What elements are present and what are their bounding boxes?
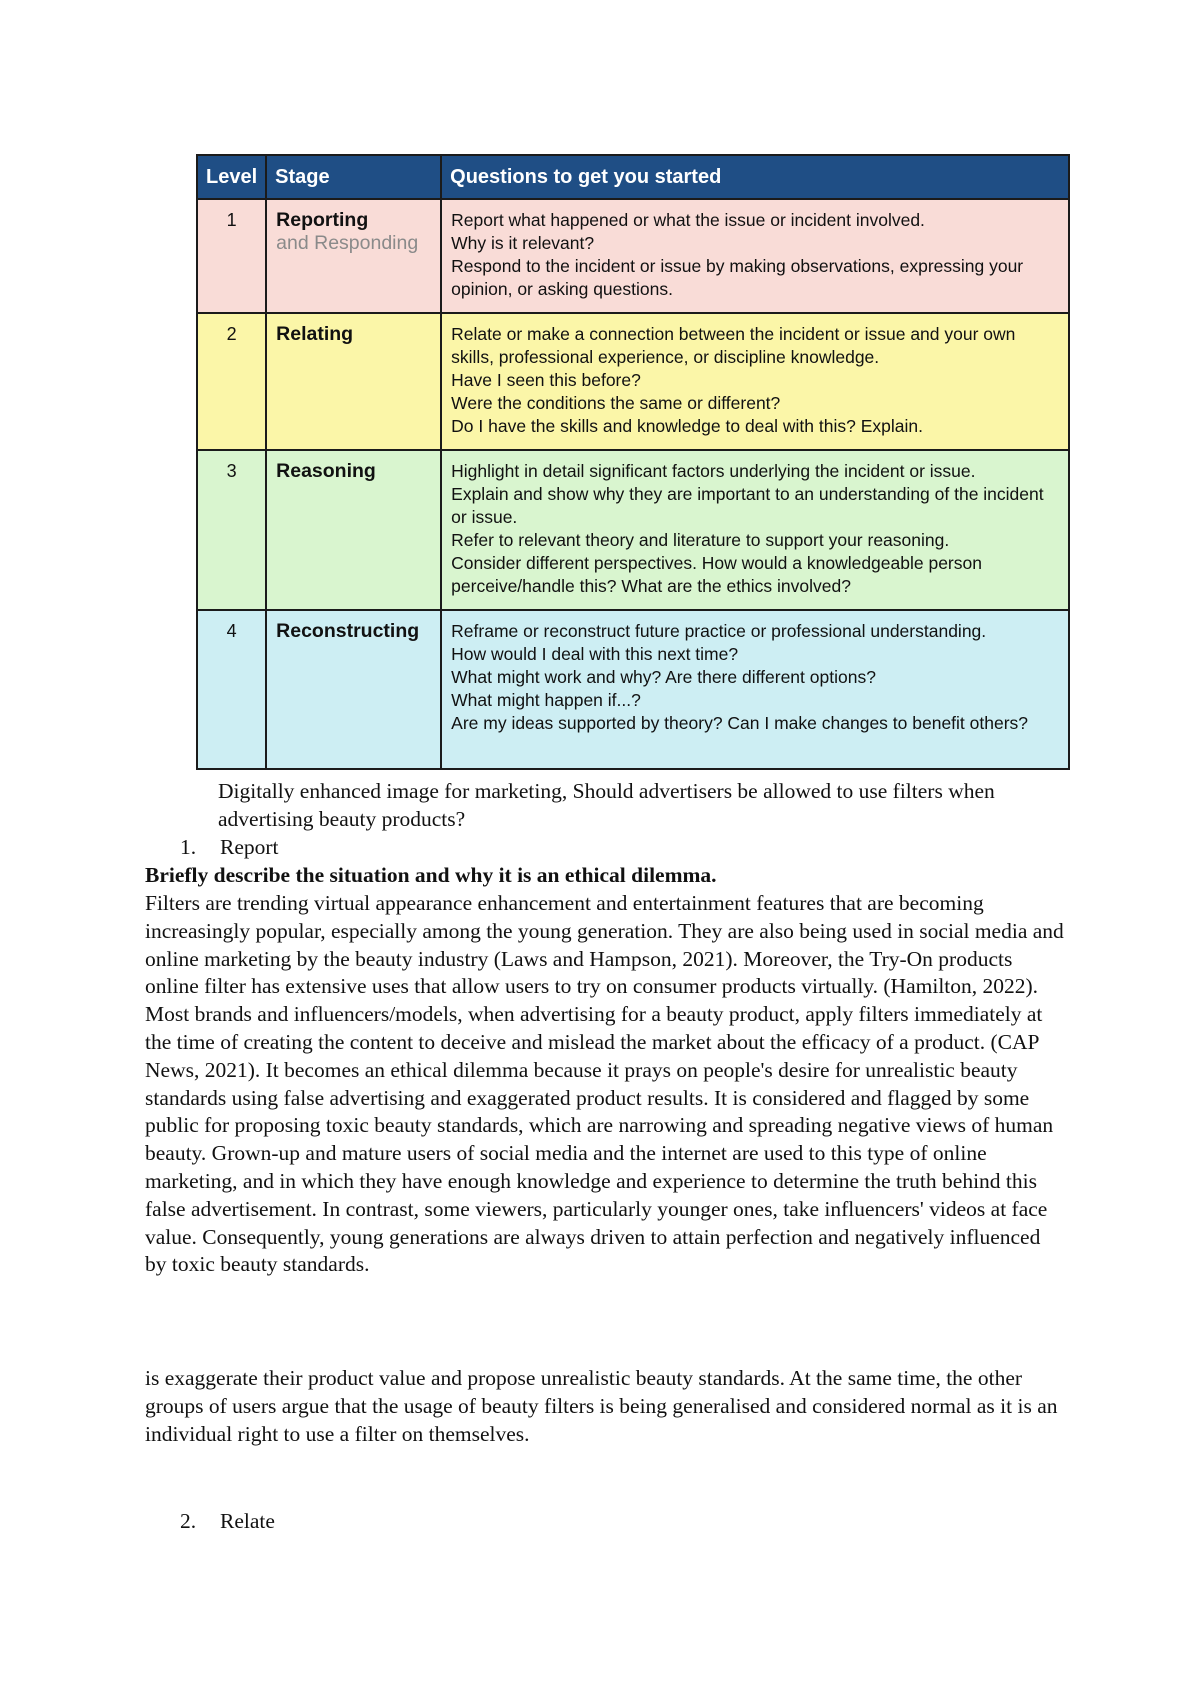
list-number: 2. (180, 1509, 197, 1533)
stage-cell (266, 450, 441, 610)
question-line: Refer to relevant theory and literature to support your reasoning. (451, 530, 950, 550)
stage-cell (266, 313, 441, 450)
question-line: Are my ideas supported by theory? Can I make changes to benefit others? (451, 713, 1029, 733)
header-questions: Questions to get you started (441, 155, 1069, 199)
stage-name: Relating (276, 323, 354, 345)
list-text: Report (220, 835, 279, 859)
question-line: Were the conditions the same or different? (451, 393, 781, 413)
body-paragraph: is exaggerate their product value and propose unrealistic beauty standards. At the same time, the other groups of users argue that the usage of beauty filters is being generalised and considered normal as it is an individual right to use a filter on themselves. (145, 1366, 1058, 1446)
question-line: Explain and show why they are important to an understanding of the incident or issue. (451, 484, 1044, 527)
question-line: Have I seen this before? (451, 370, 641, 390)
header-stage: Stage (266, 155, 441, 199)
stage-name: Reconstructing (276, 620, 420, 642)
question-line: How would I deal with this next time? (451, 644, 739, 664)
question-line: Why is it relevant? (451, 233, 595, 253)
question-line: Do I have the skills and knowledge to deal with this? Explain. (451, 416, 923, 436)
questions-cell (441, 313, 1069, 450)
questions-cell (441, 610, 1069, 769)
question-line: Respond to the incident or issue by making observations, expressing your opinion, or asking questions. (451, 256, 1024, 299)
topic-caption: Digitally enhanced image for marketing, Should advertisers be allowed to use filters when advertising beauty products? (218, 779, 995, 831)
reflection-levels-table (196, 154, 1070, 770)
list-text: Relate (220, 1509, 275, 1533)
question-line: Relate or make a connection between the incident or issue and your own skills, professional experience, or discipline knowledge. (451, 324, 1016, 367)
section-heading: Briefly describe the situation and why it is an ethical dilemma. (145, 863, 717, 887)
list-number: 1. (180, 835, 197, 859)
question-line: Report what happened or what the issue or incident involved. (451, 210, 925, 230)
level-number: 3 (197, 450, 266, 610)
stage-subtitle: and Responding (276, 232, 419, 254)
table-row (197, 313, 1069, 450)
stage-cell (266, 610, 441, 769)
level-number: 2 (197, 313, 266, 450)
question-line: Reframe or reconstruct future practice or professional understanding. (451, 621, 987, 641)
question-line: Highlight in detail significant factors underlying the incident or issue. (451, 461, 976, 481)
table-row (197, 610, 1069, 769)
table-row (197, 199, 1069, 313)
table-header-row (197, 155, 1069, 199)
level-number: 4 (197, 610, 266, 769)
question-line: What might work and why? Are there different options? (451, 667, 876, 687)
stage-name: Reporting (276, 209, 369, 231)
question-line: What might happen if...? (451, 690, 641, 710)
header-level: Level (197, 155, 266, 199)
question-line: Consider different perspectives. How would a knowledgeable person perceive/handle this? What are the ethics involved? (451, 553, 982, 596)
table-row (197, 450, 1069, 610)
questions-cell (441, 199, 1069, 313)
body-paragraph: Filters are trending virtual appearance enhancement and entertainment features that are becoming increasingly popular, especially among the young generation. They are also being used in social media and online marketing by the beauty industry (Laws and Hampson, 2021). Moreover, the Try-On products online filter has extensive uses that allow users to try on consumer products virtually. (Hamilton, 2022). Most brands and influencers/models, when advertising for a beauty product, apply filters immediately at the time of creating the content to deceive and mislead the market about the efficacy of a product. (CAP News, 2021). It becomes an ethical dilemma because it prays on people's desire for unrealistic beauty standards using false advertising and exaggerated product results. It is considered and flagged by some public for proposing toxic beauty standards, which are narrowing and spreading negative views of human beauty. Grown-up and mature users of social media and the internet are used to this type of online marketing, and in which they have enough knowledge and experience to determine the truth behind this false advertisement. In contrast, some viewers, particularly younger ones, take influencers' videos at face value. Consequently, young generations are always driven to attain perfection and negatively influenced by toxic beauty standards. (145, 891, 1064, 1277)
questions-cell (441, 450, 1069, 610)
stage-name: Reasoning (276, 460, 376, 482)
level-number: 1 (197, 199, 266, 313)
stage-cell (266, 199, 441, 313)
